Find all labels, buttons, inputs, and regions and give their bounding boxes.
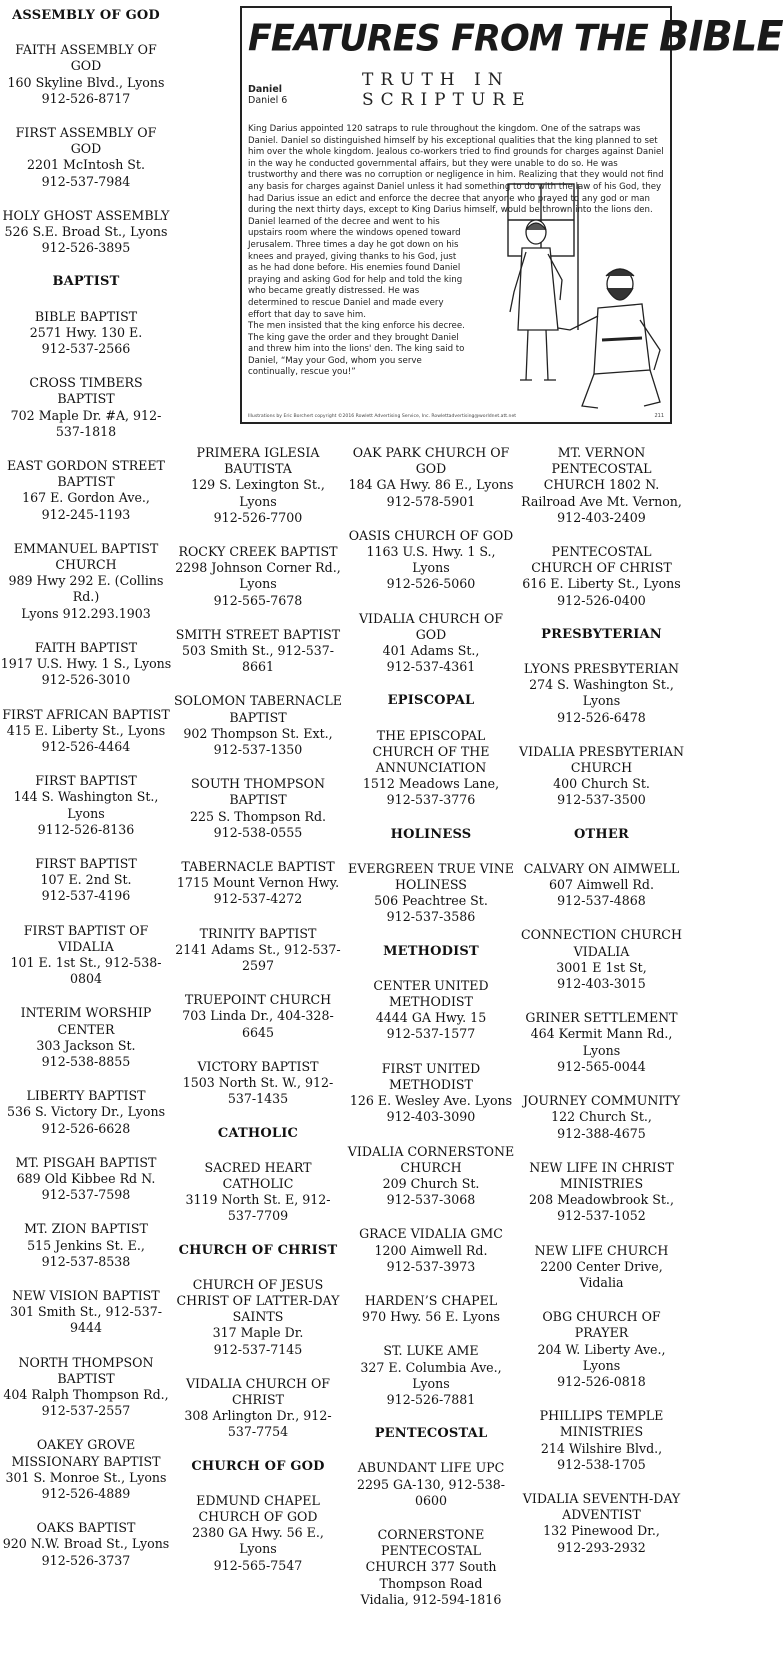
church-address-line: 2298 Johnson Corner Rd., Lyons	[175, 560, 341, 592]
church-address-line: 912-526-6628	[41, 1120, 131, 1136]
accuser-figure-icon	[558, 269, 660, 408]
feature-page-number: 211	[654, 413, 664, 419]
church-address-line: 912-526-7881	[386, 1391, 476, 1407]
church-name: GRACE VIDALIA GMC	[359, 1226, 503, 1242]
church-address-line: 989 Hwy 292 E. (Collins Rd.)	[8, 573, 164, 605]
feature-topic	[248, 84, 287, 106]
church-listing	[346, 1343, 516, 1408]
church-listing	[0, 458, 172, 523]
church-address-line: 2201 McIntosh St.	[27, 157, 145, 173]
church-listing	[0, 773, 172, 838]
church-name: VIDALIA PRESBYTERIAN CHURCH	[519, 743, 684, 776]
church-name: OASIS CHURCH OF GOD	[348, 527, 514, 543]
church-address-line: 616 E. Liberty St., Lyons	[522, 576, 681, 592]
church-name: GRINER SETTLEMENT	[525, 1010, 678, 1026]
church-listing	[519, 1309, 684, 1390]
church-address-line: 2295 GA-130, 912-538-0600	[356, 1476, 506, 1508]
church-listing	[519, 861, 684, 910]
church-name: JOURNEY COMMUNITY	[522, 1093, 681, 1109]
church-name: PHILLIPS TEMPLE MINISTRIES	[539, 1408, 664, 1440]
church-listing	[346, 1460, 516, 1509]
church-address-line: 920 N.W. Broad St., Lyons	[2, 1536, 170, 1552]
church-name: FIRST BAPTIST	[35, 773, 137, 789]
church-address-line: 912-388-4675	[557, 1125, 646, 1141]
church-address-line: 464 Kermit Mann Rd., Lyons	[530, 1026, 673, 1058]
church-name: VIDALIA CORNERSTONE CHURCH	[347, 1143, 515, 1175]
church-name: NEW VISION BAPTIST	[12, 1287, 160, 1303]
church-name: VIDALIA CHURCH OF GOD	[358, 610, 504, 642]
church-name: HARDEN’S CHAPEL	[364, 1292, 498, 1308]
church-address-line: 912-565-7547	[213, 1557, 303, 1573]
church-listing	[0, 309, 172, 358]
church-listing	[0, 707, 172, 756]
church-name: SOUTH THOMPSON BAPTIST	[191, 776, 325, 808]
church-address-line: 2200 Center Drive, Vidalia	[540, 1258, 663, 1290]
church-address-line: 912-537-7598	[41, 1187, 131, 1203]
feature-paragraph-2: Daniel learned of the decree and went to his upstairs room where the windows opened toward Jerusalem. Three times a day he got down on his knees and prayed, giving thanks to his God, just as he had done before. His enemies found Daniel praying and asking God for help and told the king who became greatly distressed. He was determined to rescue Daniel and made every effort that day to save him.	[248, 216, 463, 320]
church-listing	[173, 1376, 343, 1441]
church-address-line: 912-538-1705	[557, 1456, 646, 1472]
church-name: NEW LIFE CHURCH	[534, 1242, 669, 1258]
church-address-line: 912-403-3015	[557, 976, 646, 992]
church-address-line: 1163 U.S. Hwy. 1 S., Lyons	[366, 544, 496, 576]
directory-column-1	[0, 8, 172, 1587]
church-name: MT. PISGAH BAPTIST	[15, 1154, 157, 1170]
feature-subtitle: TRUTH IN SCRIPTURE	[362, 70, 532, 110]
church-address-line: 2380 GA Hwy. 56 E., Lyons	[192, 1525, 324, 1557]
church-address-line: 303 Jackson St.	[36, 1037, 136, 1053]
church-address-line: 122 Church St.,	[551, 1109, 652, 1125]
church-listing	[346, 1226, 516, 1275]
church-listing	[173, 1277, 343, 1358]
church-name: OBG CHURCH OF PRAYER	[542, 1309, 661, 1341]
church-address-line: 225 S. Thompson Rd.	[189, 808, 327, 824]
church-address-line: 1917 U.S. Hwy. 1 S., Lyons	[0, 656, 172, 672]
church-address-line: 912-526-5060	[386, 576, 476, 592]
church-listing	[0, 125, 172, 190]
church-address-line: 515 Jenkins St. E.,	[27, 1237, 145, 1253]
church-address-line: 204 W. Liberty Ave., Lyons	[537, 1341, 666, 1373]
feature-topic-name: Daniel	[248, 84, 283, 95]
church-listing	[173, 693, 343, 758]
church-address-line: 912-526-8717	[41, 90, 131, 106]
daniel-illustration	[474, 180, 670, 412]
church-listing	[0, 1088, 172, 1137]
church-address-line: 3001 E 1st St,	[556, 959, 647, 975]
church-name: HOLY GHOST ASSEMBLY	[2, 207, 170, 223]
church-listing	[0, 1520, 172, 1569]
church-address-line: 912-565-7678	[213, 592, 303, 608]
church-name: PENTECOSTAL CHURCH OF CHRIST	[531, 544, 672, 576]
church-listing	[346, 1527, 516, 1608]
church-listing	[519, 744, 684, 809]
church-listing	[519, 1010, 684, 1075]
church-name: NEW LIFE IN CHRIST MINISTRIES	[529, 1159, 674, 1191]
church-listing	[0, 1221, 172, 1270]
bible-feature-box	[240, 6, 783, 424]
church-listing	[0, 1288, 172, 1337]
church-address-line: 912-245-1193	[41, 506, 131, 522]
church-name: OAK PARK CHURCH OF GOD	[352, 445, 510, 477]
church-address-line: 526 S.E. Broad St., Lyons	[4, 224, 168, 240]
church-address-line: 912-537-4196	[41, 888, 131, 904]
church-address-line: 4444 GA Hwy. 15	[375, 1010, 487, 1026]
church-name: NORTH THOMPSON BAPTIST	[18, 1354, 154, 1386]
church-listing	[173, 627, 343, 676]
church-name: MT. VERNON PENTECOSTAL	[551, 445, 652, 477]
denomination-heading: CHURCH OF CHRIST	[178, 1242, 338, 1258]
feature-paragraph-1: King Darius appointed 120 satraps to rule throughout the kingdom. One of the satraps was Daniel. Daniel so distinguished himself by his exceptional qualities that the king planned to set him over the whole kingdom. Jealous co-workers tried to find grounds for charges against Daniel in the way he conducted governmental affairs, but they were unable to do so. He was trustworthy and there was no corruption or negligence in him. Realizing that they would not find any basis for charges against Daniel unless it had something to do with the law of his God, they had Darius issue an edict and enforce the decree that anyone who prayed to any god or man during the next thirty days, except to King Darius himself, would be thrown into the lions den.	[248, 124, 664, 216]
church-listing	[173, 1160, 343, 1225]
church-address-line: 301 Smith St., 912-537-9444	[9, 1304, 163, 1336]
church-address-line: 209 Church St.	[382, 1175, 480, 1191]
church-name: CONNECTION CHURCH VIDALIA	[521, 927, 682, 959]
denomination-heading: EPISCOPAL	[387, 693, 475, 709]
church-listing	[0, 1155, 172, 1204]
church-address-line: 912-537-3776	[386, 792, 476, 808]
church-name: VIDALIA CHURCH OF CHRIST	[185, 1375, 331, 1407]
church-listing	[173, 776, 343, 841]
church-address-line: Vidalia, 912-594-1816	[360, 1591, 502, 1607]
denomination-heading: ASSEMBLY OF GOD	[12, 8, 160, 23]
church-listing	[346, 1144, 516, 1209]
church-address-line: 107 E. 2nd St.	[40, 872, 132, 888]
church-name: FIRST UNITED METHODIST	[381, 1060, 481, 1092]
church-listing	[173, 992, 343, 1041]
church-name: FAITH BAPTIST	[34, 639, 138, 655]
feature-paragraph-3: The men insisted that the king enforce his decree. The king gave the order and they brought Daniel and threw him into the lions' den. The king said to Daniel, “May your God, whom you serve continually, rescue you!”	[248, 321, 465, 378]
church-name: BIBLE BAPTIST	[34, 308, 138, 324]
church-listing	[346, 1061, 516, 1126]
church-name: VICTORY BAPTIST	[197, 1058, 319, 1074]
church-address-line: 912-526-4464	[41, 738, 131, 754]
church-name: LYONS PRESBYTERIAN	[523, 661, 680, 677]
church-listing	[519, 1160, 684, 1225]
church-address-line: 9112-526-8136	[37, 821, 135, 837]
church-listing	[0, 541, 172, 622]
church-address-line: 912-537-7984	[41, 173, 131, 189]
church-name: SACRED HEART CATHOLIC	[204, 1159, 312, 1191]
church-name: FIRST BAPTIST OF VIDALIA	[23, 922, 149, 954]
church-name: ROCKY CREEK BAPTIST	[178, 544, 338, 560]
church-address-line: 912-526-3010	[41, 672, 131, 688]
church-address-line: 317 Maple Dr.	[212, 1325, 304, 1341]
church-name: FAITH ASSEMBLY OF GOD	[15, 42, 157, 74]
church-listing	[519, 661, 684, 726]
church-address-line: 506 Peachtree St.	[374, 893, 488, 909]
feature-reference: Daniel 6	[248, 95, 288, 106]
church-address-line: 912-565-0044	[557, 1058, 646, 1074]
church-name: ABUNDANT LIFE UPC	[357, 1460, 505, 1476]
church-address-line: 912-403-3090	[386, 1109, 476, 1125]
church-name: EMMANUEL BAPTIST CHURCH	[13, 540, 159, 573]
church-name: CORNERSTONE PENTECOSTAL	[377, 1526, 485, 1559]
church-name: EDMUND CHAPEL CHURCH OF GOD	[196, 1492, 320, 1524]
church-name: PRIMERA IGLESIA BAUTISTA	[196, 445, 320, 477]
church-name: MT. ZION BAPTIST	[24, 1221, 148, 1237]
church-address-line: 912-526-7700	[213, 509, 303, 525]
church-address-line: 912-537-7145	[213, 1341, 303, 1357]
church-address-line: 912-526-3737	[41, 1552, 131, 1568]
church-address-line: 308 Arlington Dr., 912-537-7754	[184, 1408, 332, 1440]
church-name: THE EPISCOPAL CHURCH OF THE ANNUNCIATION	[372, 727, 490, 776]
church-listing	[173, 544, 343, 609]
church-listing	[519, 544, 684, 609]
church-address-line: 912-537-4361	[386, 659, 476, 675]
church-address-line: 1200 Aimwell Rd.	[374, 1242, 488, 1258]
church-name: VIDALIA SEVENTH-DAY ADVENTIST	[522, 1490, 681, 1523]
church-listing	[346, 1293, 516, 1325]
denomination-heading: PENTECOSTAL	[374, 1426, 488, 1442]
directory-column-3	[346, 445, 516, 1626]
church-name: FIRST ASSEMBLY OF GOD	[15, 125, 157, 157]
church-address-line: 912-537-1052	[557, 1208, 646, 1224]
church-address-line: 912-526-0400	[557, 592, 646, 608]
church-address-line: Lyons 912.293.1903	[21, 605, 151, 621]
church-address-line: 401 Adams St.,	[382, 643, 480, 659]
church-address-line: 912-538-0555	[213, 824, 303, 840]
church-address-line: 2141 Adams St., 912-537-2597	[175, 941, 341, 974]
church-address-line: 144 S. Washington St., Lyons	[13, 789, 159, 821]
church-address-line: 301 S. Monroe St., Lyons	[5, 1469, 167, 1485]
church-name: CENTER UNITED METHODIST	[373, 977, 489, 1010]
church-address-line: 702 Maple Dr. #A, 912-537-1818	[10, 407, 162, 439]
church-name: LIBERTY BAPTIST	[26, 1088, 146, 1104]
church-address-line: 703 Linda Dr., 404-328-6645	[182, 1008, 334, 1040]
church-address-line: 912-526-6478	[557, 709, 646, 725]
church-address-line: 912-526-0818	[557, 1373, 646, 1389]
church-listing	[173, 1493, 343, 1574]
church-name: OAKEY GROVE MISSIONARY BAPTIST	[11, 1437, 161, 1469]
feature-title-part: FEATURES FROM THE	[248, 18, 659, 61]
church-listing	[346, 978, 516, 1043]
church-listing	[346, 445, 516, 510]
feature-title	[248, 12, 783, 62]
denomination-heading: BAPTIST	[52, 274, 120, 290]
feature-credit: Illustrations by Eric Borchert copyright ©2016 Rowlett Advertising Service, Inc. Rowlettadvertising@worldnet.att.net	[248, 414, 517, 419]
church-name: TRUEPOINT CHURCH	[184, 992, 332, 1008]
church-name: SMITH STREET BAPTIST	[175, 626, 341, 642]
church-address-line: 689 Old Kibbee Rd N.	[16, 1170, 156, 1186]
church-address-line: 902 Thompson St. Ext.,	[183, 725, 333, 741]
church-address-line: 1715 Mount Vernon Hwy. 912-537-4272	[176, 875, 340, 907]
church-name: SOLOMON TABERNACLE BAPTIST	[174, 693, 342, 725]
church-address-line: 912-537-3068	[386, 1192, 476, 1208]
church-name: FIRST AFRICAN BAPTIST	[2, 706, 170, 722]
church-listing	[173, 445, 343, 526]
church-listing	[346, 728, 516, 809]
directory-column-2	[173, 445, 343, 1592]
denomination-heading: CHURCH OF GOD	[191, 1458, 325, 1474]
church-address-line: 912-537-8538	[41, 1253, 131, 1269]
denomination-heading: OTHER	[574, 826, 629, 842]
church-listing	[519, 1408, 684, 1473]
directory-column-4	[519, 445, 684, 1574]
denomination-heading: HOLINESS	[390, 826, 472, 842]
church-listing	[0, 640, 172, 689]
church-name: FIRST BAPTIST	[35, 855, 137, 871]
church-address-line: 129 S. Lexington St., Lyons	[191, 477, 325, 509]
church-listing	[519, 1093, 684, 1142]
church-address-line: 167 E. Gordon Ave.,	[22, 490, 150, 506]
church-address-line: 415 E. Liberty St., Lyons	[6, 722, 166, 738]
church-name: TRINITY BAPTIST	[199, 925, 317, 941]
church-address-line: 912-537-4868	[557, 893, 646, 909]
church-listing	[173, 859, 343, 908]
church-address-line: 160 Skyline Blvd., Lyons	[7, 74, 165, 90]
church-listing	[173, 926, 343, 975]
church-listing	[0, 856, 172, 905]
church-listing	[0, 923, 172, 988]
daniel-figure-icon	[510, 220, 562, 380]
church-name: CALVARY ON AIMWELL	[523, 860, 680, 876]
church-listing	[173, 1059, 343, 1108]
church-address-line: 2571 Hwy. 130 E.	[29, 324, 143, 340]
church-address-line: 132 Pinewood Dr.,	[543, 1523, 660, 1539]
church-name: TABERNACLE BAPTIST	[181, 859, 335, 875]
church-name: CROSS TIMBERS BAPTIST	[29, 375, 143, 407]
church-address-line: 126 E. Wesley Ave. Lyons	[349, 1093, 513, 1109]
church-address-line: 1503 North St. W., 912-537-1435	[182, 1075, 334, 1107]
church-address-line: 327 E. Columbia Ave., Lyons	[360, 1359, 502, 1391]
church-listing	[0, 375, 172, 440]
church-address-line: 912-526-3895	[41, 240, 131, 256]
church-address-line: CHURCH 1802 N. Railroad Ave Mt. Vernon, 912-403-2409	[521, 477, 682, 525]
church-address-line: 3119 North St. E, 912-537-7709	[185, 1192, 331, 1224]
church-address-line: 912-537-2566	[41, 341, 131, 357]
church-address-line: CHURCH 377 South Thompson Road	[365, 1559, 497, 1591]
church-address-line: 1512 Meadows Lane,	[362, 776, 500, 792]
church-address-line: 184 GA Hwy. 86 E., Lyons	[348, 477, 514, 493]
denomination-heading: CATHOLIC	[217, 1125, 299, 1141]
church-listing	[0, 1355, 172, 1420]
church-address-line: 503 Smith St., 912-537-8661	[181, 643, 335, 675]
church-listing	[346, 861, 516, 926]
church-address-line: 536 S. Victory Dr., Lyons	[6, 1104, 166, 1120]
church-address-line: 912-537-3500	[557, 792, 646, 808]
church-address-line: 912-537-3586	[386, 909, 476, 925]
church-name: EVERGREEN TRUE VINE HOLINESS	[348, 860, 514, 893]
church-address-line: 400 Church St.	[553, 776, 650, 792]
church-listing	[346, 611, 516, 676]
church-address-line: 970 Hwy. 56 E. Lyons	[362, 1309, 500, 1325]
church-listing	[0, 208, 172, 257]
church-address-line: 912-537-1350	[213, 742, 303, 758]
church-name: EAST GORDON STREET BAPTIST	[7, 458, 165, 490]
church-address-line: 214 Wilshire Blvd.,	[540, 1440, 663, 1456]
church-listing	[519, 1491, 684, 1556]
church-listing	[0, 1005, 172, 1070]
denomination-heading: PRESBYTERIAN	[541, 626, 662, 642]
church-address-line: 912-537-1577	[386, 1026, 476, 1042]
church-address-line: 404 Ralph Thompson Rd., 912-537-2557	[3, 1387, 169, 1419]
church-name: OAKS BAPTIST	[36, 1520, 136, 1536]
church-name: CHURCH OF JESUS CHRIST OF LATTER-DAY SAINTS	[176, 1276, 340, 1325]
church-listing	[0, 1437, 172, 1502]
church-address-line: 607 Aimwell Rd.	[549, 877, 654, 893]
church-address-line: 912-526-4889	[41, 1486, 131, 1502]
church-address-line: 912-538-8855	[41, 1053, 131, 1069]
church-listing	[0, 42, 172, 107]
feature-title-bible: BIBLE	[659, 12, 783, 62]
church-address-line: 101 E. 1st St., 912-538-0804	[10, 954, 162, 987]
church-name: INTERIM WORSHIP CENTER	[20, 1005, 152, 1037]
church-listing	[519, 445, 684, 526]
church-listing	[519, 1243, 684, 1292]
church-address-line: 208 Meadowbrook St.,	[529, 1192, 674, 1208]
church-address-line: 912-293-2932	[557, 1539, 646, 1555]
church-address-line: 912-537-3973	[386, 1258, 476, 1274]
church-name: ST. LUKE AME	[383, 1343, 479, 1359]
church-address-line: 912-578-5901	[386, 493, 476, 509]
church-listing	[519, 927, 684, 992]
denomination-heading: METHODIST	[383, 943, 479, 959]
church-address-line: 274 S. Washington St., Lyons	[529, 677, 674, 709]
church-listing	[346, 528, 516, 593]
